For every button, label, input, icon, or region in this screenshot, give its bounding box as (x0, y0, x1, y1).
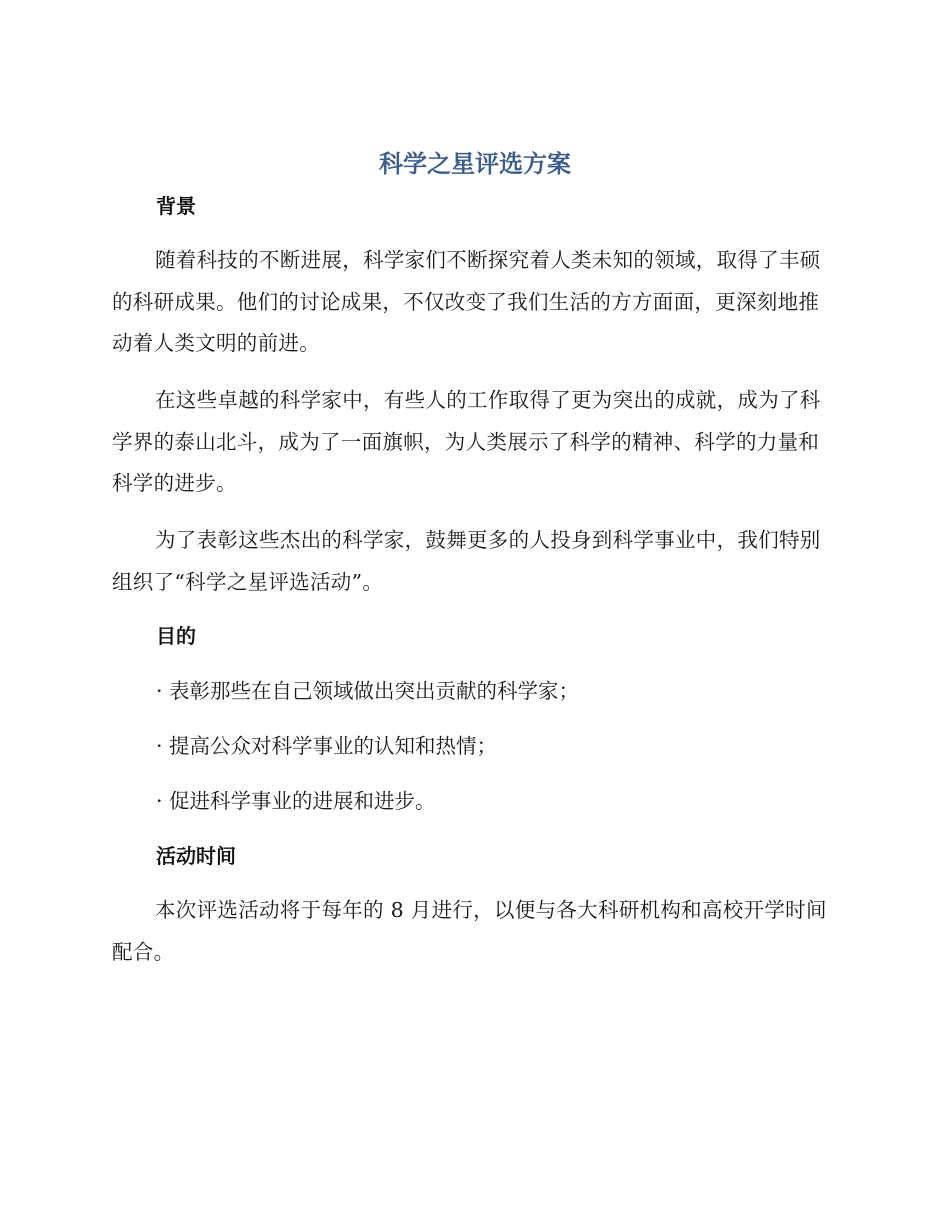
schedule-paragraph: 本次评选活动将于每年的 8 月进行，以便与各大科研机构和高校开学时间配合。 (112, 898, 827, 964)
purpose-list-item: · 促进科学事业的进展和进步。 (156, 789, 436, 813)
document-title: 科学之星评选方案 (379, 150, 571, 178)
purpose-list-item: · 提高公众对科学事业的认知和热情； (156, 734, 498, 758)
section-heading-background: 背景 (156, 194, 196, 218)
purpose-list-item: · 表彰那些在自己领域做出突出贡献的科学家； (156, 679, 580, 703)
background-paragraph: 为了表彰这些杰出的科学家，鼓舞更多的人投身到科学事业中，我们特别组织了“科学之星评选活动”。 (112, 528, 821, 594)
section-heading-purpose: 目的 (156, 624, 196, 648)
section-heading-schedule: 活动时间 (156, 844, 236, 868)
background-paragraph: 随着科技的不断进展，科学家们不断探究着人类未知的领域，取得了丰硕的科研成果。他们的讨论成果，不仅改变了我们生活的方方面面，更深刻地推动着人类文明的前进。 (112, 248, 821, 355)
background-paragraph: 在这些卓越的科学家中，有些人的工作取得了更为突出的成就，成为了科学界的泰山北斗，成为了一面旗帜，为人类展示了科学的精神、科学的力量和科学的进步。 (112, 388, 821, 495)
